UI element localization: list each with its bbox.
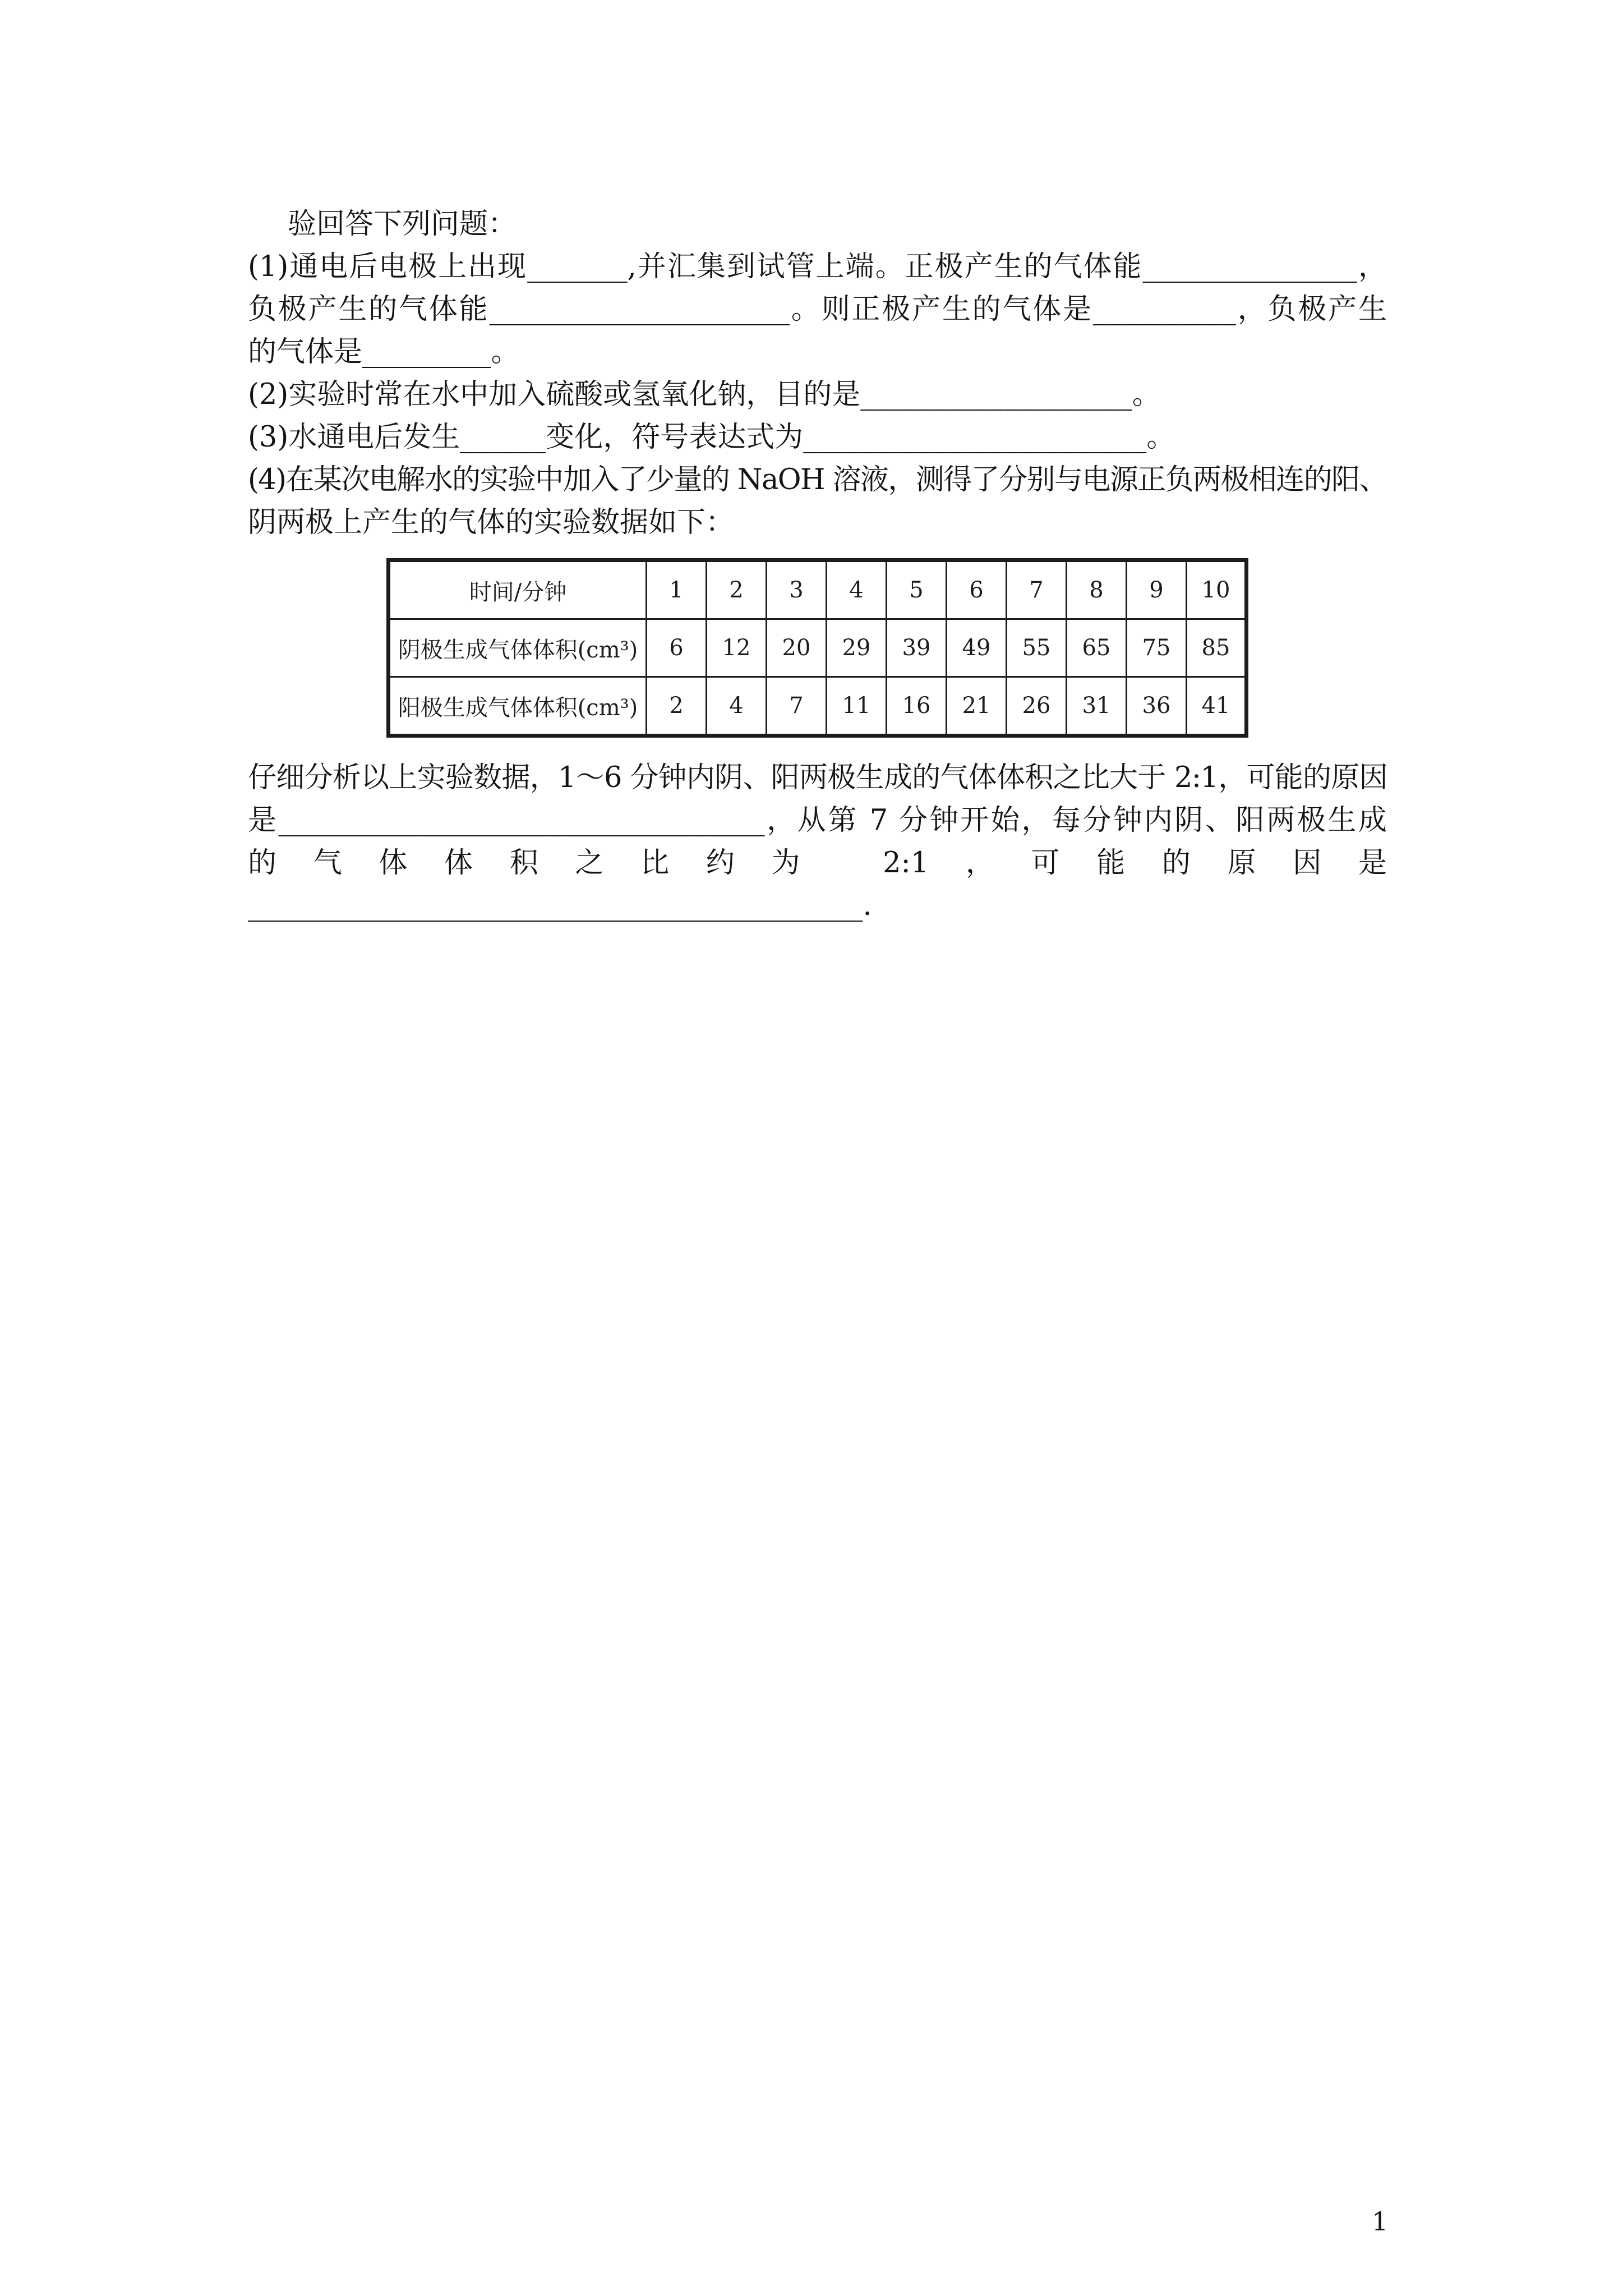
table-header-time-cell: 8 xyxy=(1067,560,1127,619)
table-value-cell: 49 xyxy=(947,619,1007,677)
table-value-cell: 16 xyxy=(887,677,947,736)
table-row-label-cell: 阴极生成气体体积(cm³) xyxy=(389,619,647,677)
table-value-cell: 65 xyxy=(1067,619,1127,677)
table-value-cell: 6 xyxy=(647,619,707,677)
question-4-line-2: 阴两极上产生的气体的实验数据如下： xyxy=(248,506,735,539)
table-header-time-cell: 5 xyxy=(887,560,947,619)
table-header-time-cell: 4 xyxy=(827,560,887,619)
table-value-cell: 55 xyxy=(1007,619,1067,677)
table-header-label-cell: 时间/分钟 xyxy=(389,560,647,619)
table-header-time-cell: 7 xyxy=(1007,560,1067,619)
question-1-line-2: 负极产生的气体能_____________________。则正极产生的气体是__________，负极产生 xyxy=(248,293,1387,326)
table-row xyxy=(389,619,1247,677)
table-value-cell: 12 xyxy=(707,619,767,677)
question-3: (3)水通电后发生______变化，符号表达式为________________________。 xyxy=(248,421,1175,454)
table-value-cell: 7 xyxy=(767,677,827,736)
table-value-cell: 26 xyxy=(1007,677,1067,736)
experiment-data-table xyxy=(386,558,1248,738)
questions-intro: 验回答下列问题： xyxy=(288,208,517,241)
table-header-row xyxy=(389,560,1247,619)
table-value-cell: 36 xyxy=(1127,677,1187,736)
table-header-time-cell: 2 xyxy=(707,560,767,619)
table-body xyxy=(389,560,1247,736)
table-header-time-cell: 10 xyxy=(1187,560,1247,619)
table-header-time-cell: 3 xyxy=(767,560,827,619)
table-value-cell: 21 xyxy=(947,677,1007,736)
question-1-line-3: 的气体是_________。 xyxy=(248,335,520,369)
analysis-section xyxy=(248,757,1387,927)
table-header-time-cell: 6 xyxy=(947,560,1007,619)
analysis-line-3: 的气体体积之比约为 2:1，可能的原因是 xyxy=(248,846,1387,880)
table-value-cell: 20 xyxy=(767,619,827,677)
table-header-time-cell: 9 xyxy=(1127,560,1187,619)
table-value-cell: 29 xyxy=(827,619,887,677)
page-number: 1 xyxy=(1372,2206,1389,2237)
question-4-line-1: (4)在某次电解水的实验中加入了少量的 NaOH 溶液，测得了分别与电源正负两极相连的阳、 xyxy=(248,463,1387,496)
analysis-line-4: ___________________________________________. xyxy=(248,889,872,922)
analysis-line-1: 仔细分析以上实验数据，1～6 分钟内阴、阳两极生成的气体体积之比大于 2:1，可能的原因 xyxy=(248,761,1387,794)
question-2: (2)实验时常在水中加入硫酸或氢氧化钠，目的是___________________。 xyxy=(248,378,1161,411)
table-row xyxy=(389,677,1247,736)
table-value-cell: 85 xyxy=(1187,619,1247,677)
table-row-label-cell: 阳极生成气体体积(cm³) xyxy=(389,677,647,736)
question-1-line-1: (1)通电后电极上出现_______,并汇集到试管上端。正极产生的气体能_______________， xyxy=(248,250,1387,283)
questions-section xyxy=(248,203,1387,544)
analysis-line-2: 是__________________________________，从第 7 分钟开始，每分钟内阴、阳两极生成 xyxy=(248,804,1387,837)
table-header-time-cell: 1 xyxy=(647,560,707,619)
table-value-cell: 4 xyxy=(707,677,767,736)
table-value-cell: 2 xyxy=(647,677,707,736)
table-value-cell: 75 xyxy=(1127,619,1187,677)
table-value-cell: 41 xyxy=(1187,677,1247,736)
table-value-cell: 11 xyxy=(827,677,887,736)
table-value-cell: 31 xyxy=(1067,677,1127,736)
table-value-cell: 39 xyxy=(887,619,947,677)
